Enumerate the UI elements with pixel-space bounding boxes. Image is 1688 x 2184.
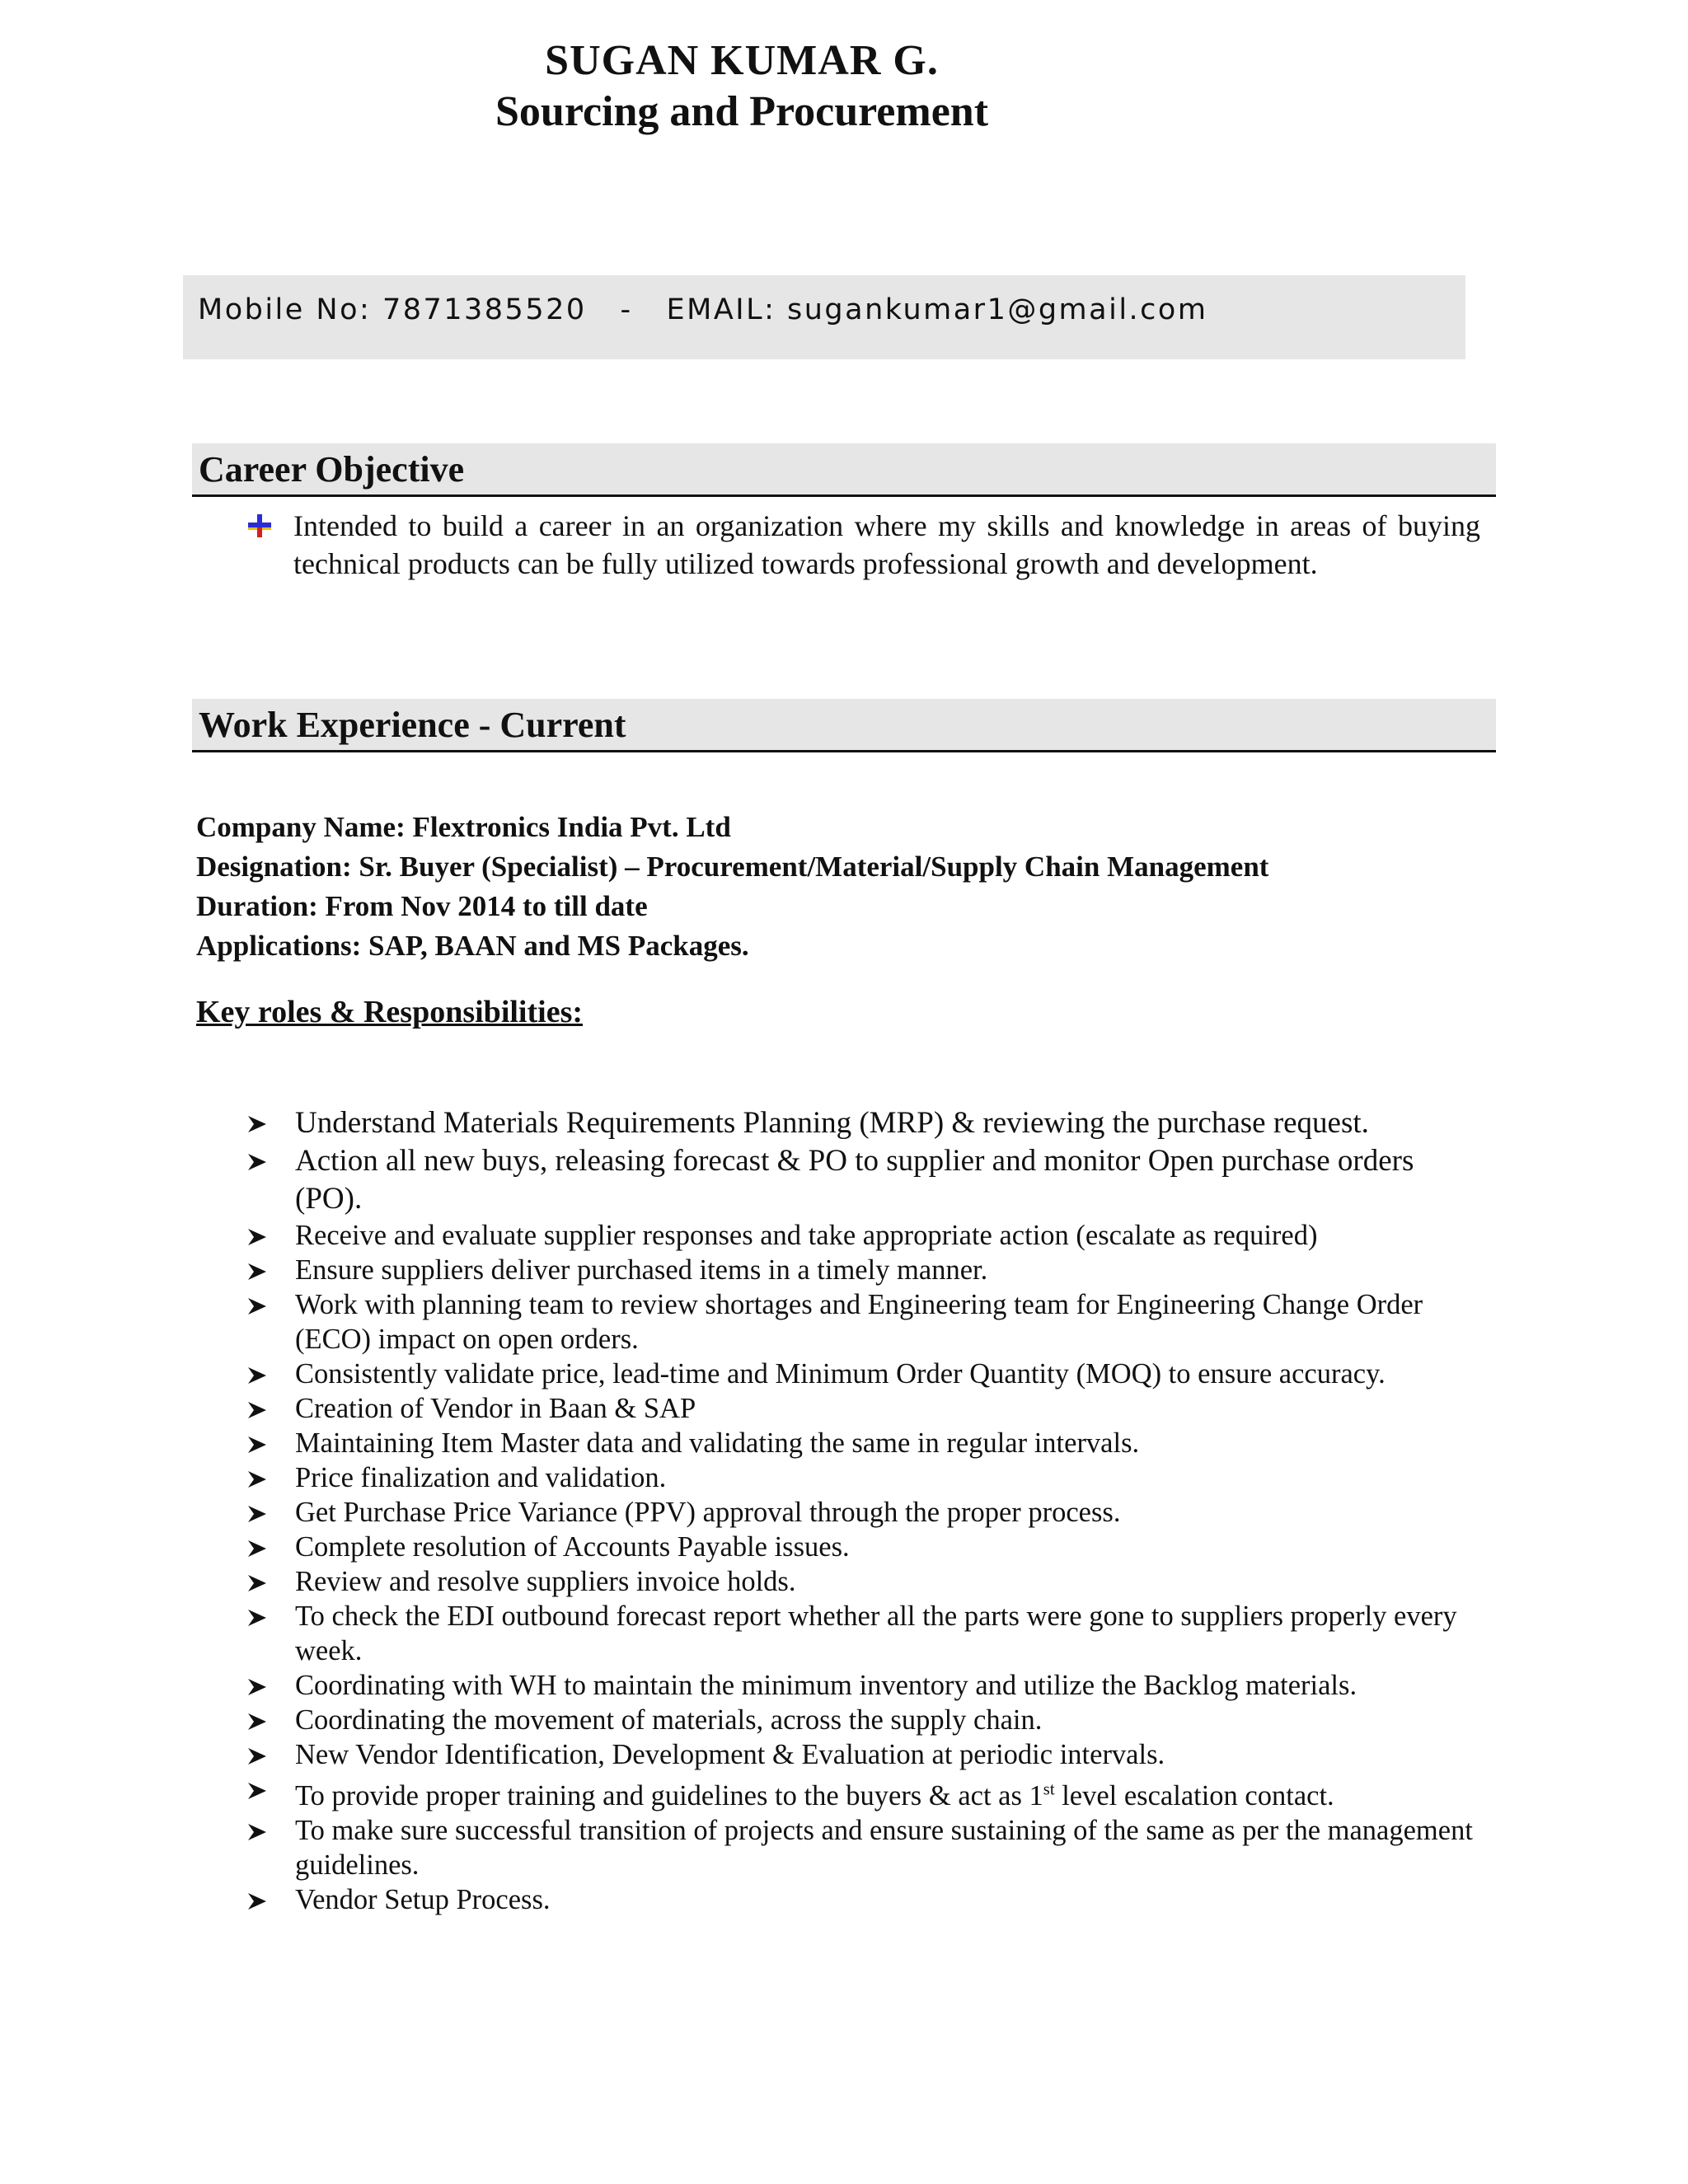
applications: Applications: SAP, BAAN and MS Packages.: [196, 930, 749, 962]
list-item-text: Get Purchase Price Variance (PPV) approval through the proper process.: [295, 1497, 1121, 1528]
list-item: [247, 1218, 1475, 1253]
arrowhead-icon: [247, 1747, 267, 1765]
list-item: [247, 1703, 1475, 1737]
list-item-text: Creation of Vendor in Baan & SAP: [295, 1393, 696, 1424]
arrowhead-icon: [247, 1263, 267, 1281]
arrowhead-icon: [247, 1436, 267, 1454]
list-item-text: To provide proper training and guidelines to the buyers & act as 1st level escalation contact.: [295, 1779, 1334, 1811]
arrowhead-icon: [247, 1228, 267, 1246]
list-item: [247, 1772, 1475, 1813]
arrowhead-icon: [247, 1892, 267, 1910]
list-item: [247, 1564, 1475, 1599]
arrowhead-icon: [247, 1782, 267, 1800]
objective-text: Intended to build a career in an organization where my skills and knowledge in areas of buying technical products can be fully utilized towards professional growth and development.: [293, 509, 1480, 580]
list-item-text: To check the EDI outbound forecast report whether all the parts were gone to suppliers properly every week.: [295, 1601, 1457, 1666]
list-item-text: Review and resolve suppliers invoice holds.: [295, 1566, 796, 1597]
designation: Designation: Sr. Buyer (Specialist) – Procurement/Material/Supply Chain Management: [196, 851, 1269, 883]
candidate-name: SUGAN KUMAR G.: [545, 37, 939, 84]
arrowhead-icon: [247, 1713, 267, 1731]
list-item-text: Coordinating the movement of materials, across the supply chain.: [295, 1704, 1043, 1736]
candidate-title: Sourcing and Procurement: [495, 88, 989, 135]
list-item: [247, 1882, 1475, 1917]
list-item: [247, 1460, 1475, 1495]
plus-cross-icon: [247, 513, 272, 538]
job-info: [196, 808, 1515, 966]
list-item-text: Price finalization and validation.: [295, 1462, 667, 1493]
section-title: Work Experience - Current: [199, 705, 626, 745]
list-item-text: Consistently validate price, lead-time and Minimum Order Quantity (MOQ) to ensure accuracy.: [295, 1358, 1386, 1390]
company-name: Company Name: Flextronics India Pvt. Ltd: [196, 811, 731, 843]
list-item-text: Complete resolution of Accounts Payable issues.: [295, 1531, 850, 1563]
list-item: [247, 1391, 1475, 1426]
duration: Duration: From Nov 2014 to till date: [196, 890, 648, 922]
list-item: [247, 1104, 1475, 1142]
list-item-text: New Vendor Identification, Development & Evaluation at periodic intervals.: [295, 1739, 1165, 1770]
list-item-text: Understand Materials Requirements Planning (MRP) & reviewing the purchase request.: [295, 1106, 1369, 1140]
list-item: [247, 1357, 1475, 1391]
list-item: [247, 1530, 1475, 1564]
arrowhead-icon: [247, 1115, 267, 1133]
list-item-text: Work with planning team to review shortages and Engineering team for Engineering Change Order (ECO) impact on open orders.: [295, 1289, 1423, 1355]
arrowhead-icon: [247, 1153, 267, 1171]
arrowhead-icon: [247, 1823, 267, 1841]
arrowhead-icon: [247, 1609, 267, 1627]
contact-info: Mobile No: 7871385520 - EMAIL: sugankumar1@gmail.com: [198, 293, 1208, 326]
list-item: [247, 1813, 1475, 1882]
list-item-text: To make sure successful transition of projects and ensure sustaining of the same as per the management guidelines.: [295, 1814, 1473, 1881]
list-item-text: Maintaining Item Master data and validating the same in regular intervals.: [295, 1427, 1140, 1459]
list-item: [247, 1287, 1475, 1357]
arrowhead-icon: [247, 1470, 267, 1488]
list-item-text: Action all new buys, releasing forecast & PO to supplier and monitor Open purchase orders (PO).: [295, 1144, 1414, 1216]
section-title: Career Objective: [199, 449, 465, 490]
arrowhead-icon: [247, 1678, 267, 1696]
arrowhead-icon: [247, 1505, 267, 1523]
list-item: [247, 1737, 1475, 1772]
list-item-text: Ensure suppliers deliver purchased items in a timely manner.: [295, 1254, 988, 1286]
list-item: [247, 1426, 1475, 1460]
list-item-text: Receive and evaluate supplier responses and take appropriate action (escalate as required): [295, 1220, 1318, 1251]
list-item: [247, 1668, 1475, 1703]
contact-bar: [183, 275, 1465, 359]
list-item-text: Vendor Setup Process.: [295, 1883, 551, 1915]
list-item: [247, 1495, 1475, 1530]
responsibilities-list: [247, 1104, 1475, 1917]
arrowhead-icon: [247, 1366, 267, 1385]
arrowhead-icon: [247, 1297, 267, 1315]
arrowhead-icon: [247, 1540, 267, 1558]
section-career-objective: [192, 443, 1496, 497]
key-roles-heading: Key roles & Responsibilities:: [196, 995, 584, 1029]
list-item: [247, 1253, 1475, 1287]
list-item-text: Coordinating with WH to maintain the minimum inventory and utilize the Backlog materials.: [295, 1670, 1357, 1701]
arrowhead-icon: [247, 1574, 267, 1592]
arrowhead-icon: [247, 1401, 267, 1419]
list-item: [247, 1599, 1475, 1668]
section-work-experience: [192, 699, 1496, 752]
list-item: [247, 1142, 1475, 1218]
